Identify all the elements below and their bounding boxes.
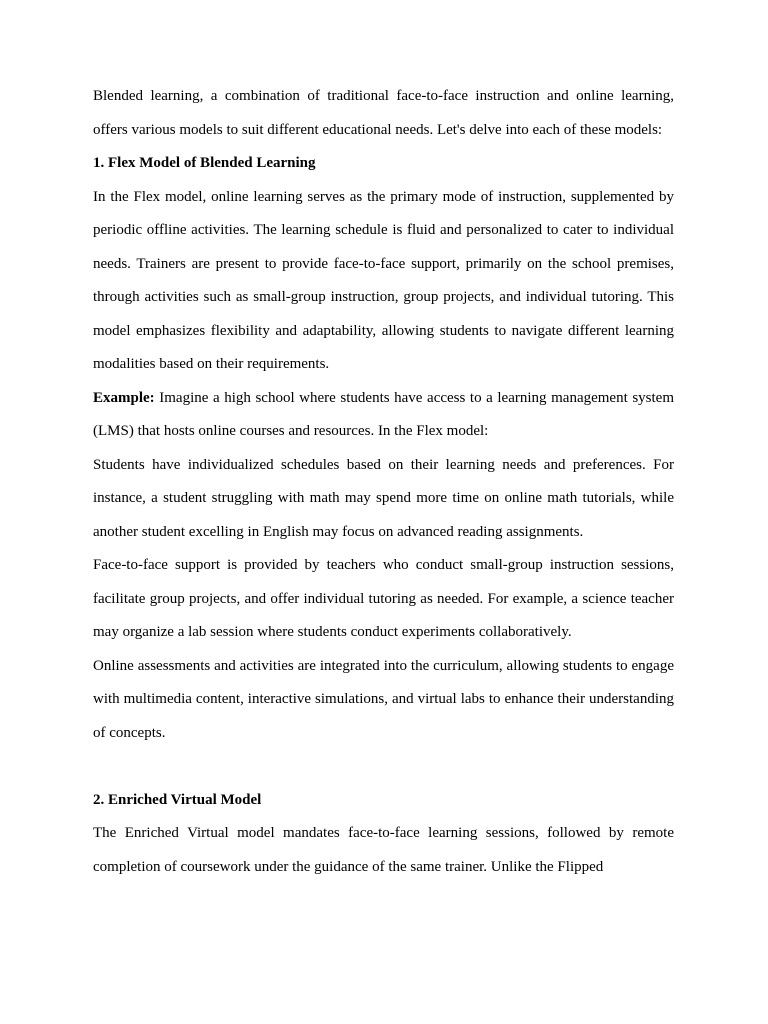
flex-point-face-to-face: Face-to-face support is provided by teachers who conduct small-group instruction sessions, facilitate group projects, and offer individual tutoring as needed. For example, a science teacher may organize a lab session where students conduct experiments collaboratively. [93,557,674,640]
example-text: Imagine a high school where students have access to a learning management system (LMS) that hosts online courses and resources. In the Flex model: [93,389,674,439]
section-heading-flex-model: 1. Flex Model of Blended Learning [93,155,316,171]
enriched-virtual-paragraph: The Enriched Virtual model mandates face-to-face learning sessions, followed by remote completion of coursework under the guidance of the same trainer. Unlike the Flipped [93,825,674,875]
section-heading-enriched-virtual: 2. Enriched Virtual Model [93,791,262,808]
example-paragraph [93,382,674,449]
flex-point-schedules: Students have individualized schedules based on their learning needs and preferences. For instance, a student struggling with math may spend more time on online math tutorials, while another student excelling in English may focus on advanced reading assignments. [93,456,674,540]
flex-model-paragraph: In the Flex model, online learning serves as the primary mode of instruction, supplemented by periodic offline activities. The learning schedule is fluid and personalized to cater to individual needs. Trainers are present to provide face-to-face support, primarily on the school premises, through activities such as small-group instruction, group projects, and individual tutoring. This model emphasizes flexibility and adaptability, allowing students to navigate different learning modalities based on their requirements. [93,188,674,372]
intro-paragraph: Blended learning, a combination of traditional face-to-face instruction and online learning, offers various models to suit different educational needs. Let's delve into each of these models: [93,88,674,138]
flex-point-online-assessments: Online assessments and activities are integrated into the curriculum, allowing students to engage with multimedia content, interactive simulations, and virtual labs to enhance their understanding of concepts. [93,657,674,741]
example-label: Example: [93,389,155,406]
document-page [93,80,674,884]
blank-line [93,750,674,784]
